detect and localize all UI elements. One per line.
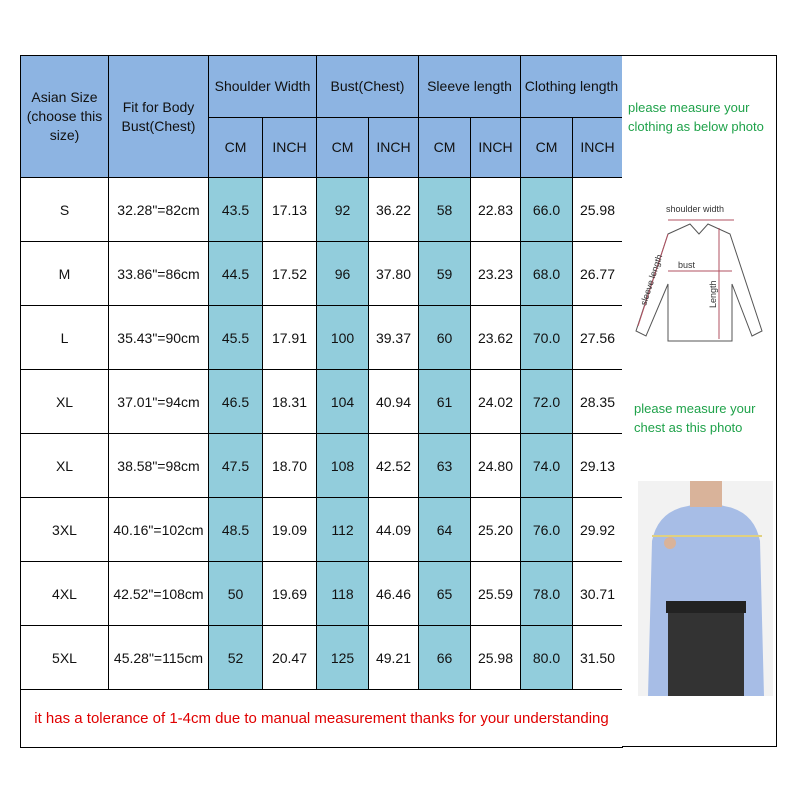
value-cell: 17.91 (263, 306, 317, 370)
header-size: Asian Size (choose this size) (21, 56, 109, 178)
header-cm: CM (209, 118, 263, 178)
chest-measure-photo (638, 481, 773, 696)
size-cell: XL (21, 434, 109, 498)
value-cell: 39.37 (369, 306, 419, 370)
size-cell: XL (21, 370, 109, 434)
value-cell: 31.50 (573, 626, 623, 690)
table-row (21, 498, 623, 562)
value-cell: 125 (317, 626, 369, 690)
value-cell: 66.0 (521, 178, 573, 242)
value-cell: 80.0 (521, 626, 573, 690)
size-cell: 5XL (21, 626, 109, 690)
value-cell: 18.70 (263, 434, 317, 498)
value-cell: 47.5 (209, 434, 263, 498)
header-bust: Bust(Chest) (317, 56, 419, 118)
header-shoulder: Shoulder Width (209, 56, 317, 118)
value-cell: 30.71 (573, 562, 623, 626)
fit-cell: 40.16"=102cm (109, 498, 209, 562)
value-cell: 63 (419, 434, 471, 498)
header-inch: INCH (573, 118, 623, 178)
value-cell: 66 (419, 626, 471, 690)
value-cell: 59 (419, 242, 471, 306)
value-cell: 19.09 (263, 498, 317, 562)
size-cell: M (21, 242, 109, 306)
value-cell: 70.0 (521, 306, 573, 370)
table-row (21, 242, 623, 306)
value-cell: 100 (317, 306, 369, 370)
header-inch: INCH (369, 118, 419, 178)
value-cell: 74.0 (521, 434, 573, 498)
value-cell: 64 (419, 498, 471, 562)
value-cell: 58 (419, 178, 471, 242)
value-cell: 24.02 (471, 370, 521, 434)
header-cm: CM (317, 118, 369, 178)
value-cell: 19.69 (263, 562, 317, 626)
fit-cell: 33.86"=86cm (109, 242, 209, 306)
value-cell: 25.98 (573, 178, 623, 242)
length-label: Length (708, 280, 718, 308)
value-cell: 104 (317, 370, 369, 434)
value-cell: 25.20 (471, 498, 521, 562)
value-cell: 25.98 (471, 626, 521, 690)
value-cell: 24.80 (471, 434, 521, 498)
header-inch: INCH (471, 118, 521, 178)
value-cell: 20.47 (263, 626, 317, 690)
clothing-measure-note: please measure your clothing as below photo (628, 100, 764, 134)
value-cell: 108 (317, 434, 369, 498)
value-cell: 29.13 (573, 434, 623, 498)
size-chart-table (20, 55, 623, 748)
fit-cell: 42.52"=108cm (109, 562, 209, 626)
value-cell: 40.94 (369, 370, 419, 434)
value-cell: 118 (317, 562, 369, 626)
value-cell: 49.21 (369, 626, 419, 690)
value-cell: 65 (419, 562, 471, 626)
value-cell: 26.77 (573, 242, 623, 306)
value-cell: 112 (317, 498, 369, 562)
value-cell: 28.35 (573, 370, 623, 434)
fit-cell: 37.01"=94cm (109, 370, 209, 434)
chest-measure-note: please measure your chest as this photo (634, 401, 756, 435)
value-cell: 23.62 (471, 306, 521, 370)
header-sleeve: Sleeve length (419, 56, 521, 118)
value-cell: 78.0 (521, 562, 573, 626)
value-cell: 52 (209, 626, 263, 690)
value-cell: 60 (419, 306, 471, 370)
value-cell: 44.09 (369, 498, 419, 562)
table-row (21, 626, 623, 690)
fit-cell: 45.28"=115cm (109, 626, 209, 690)
value-cell: 22.83 (471, 178, 521, 242)
table-row (21, 562, 623, 626)
value-cell: 43.5 (209, 178, 263, 242)
shoulder-label: shoulder width (666, 204, 725, 214)
header-cm: CM (521, 118, 573, 178)
size-cell: S (21, 178, 109, 242)
size-cell: 4XL (21, 562, 109, 626)
fit-cell: 38.58"=98cm (109, 434, 209, 498)
value-cell: 50 (209, 562, 263, 626)
value-cell: 72.0 (521, 370, 573, 434)
value-cell: 48.5 (209, 498, 263, 562)
table-row (21, 434, 623, 498)
value-cell: 76.0 (521, 498, 573, 562)
value-cell: 37.80 (369, 242, 419, 306)
fit-cell: 35.43"=90cm (109, 306, 209, 370)
header-length: Clothing length (521, 56, 623, 118)
value-cell: 18.31 (263, 370, 317, 434)
header-inch: INCH (263, 118, 317, 178)
measurement-guide-panel (622, 55, 777, 747)
table-row (21, 370, 623, 434)
table-row (21, 178, 623, 242)
value-cell: 46.5 (209, 370, 263, 434)
tolerance-note: it has a tolerance of 1-4cm due to manual measurement thanks for your understanding (21, 690, 623, 748)
shirt-diagram (624, 196, 774, 356)
size-cell: L (21, 306, 109, 370)
value-cell: 68.0 (521, 242, 573, 306)
value-cell: 92 (317, 178, 369, 242)
value-cell: 25.59 (471, 562, 521, 626)
fit-cell: 32.28"=82cm (109, 178, 209, 242)
value-cell: 96 (317, 242, 369, 306)
value-cell: 45.5 (209, 306, 263, 370)
bust-label: bust (678, 260, 696, 270)
value-cell: 17.13 (263, 178, 317, 242)
value-cell: 61 (419, 370, 471, 434)
value-cell: 44.5 (209, 242, 263, 306)
value-cell: 46.46 (369, 562, 419, 626)
header-cm: CM (419, 118, 471, 178)
value-cell: 23.23 (471, 242, 521, 306)
value-cell: 17.52 (263, 242, 317, 306)
value-cell: 29.92 (573, 498, 623, 562)
size-cell: 3XL (21, 498, 109, 562)
sleeve-label: sleeve length (638, 253, 665, 307)
table-row (21, 306, 623, 370)
value-cell: 27.56 (573, 306, 623, 370)
value-cell: 36.22 (369, 178, 419, 242)
value-cell: 42.52 (369, 434, 419, 498)
header-fit: Fit for Body Bust(Chest) (109, 56, 209, 178)
